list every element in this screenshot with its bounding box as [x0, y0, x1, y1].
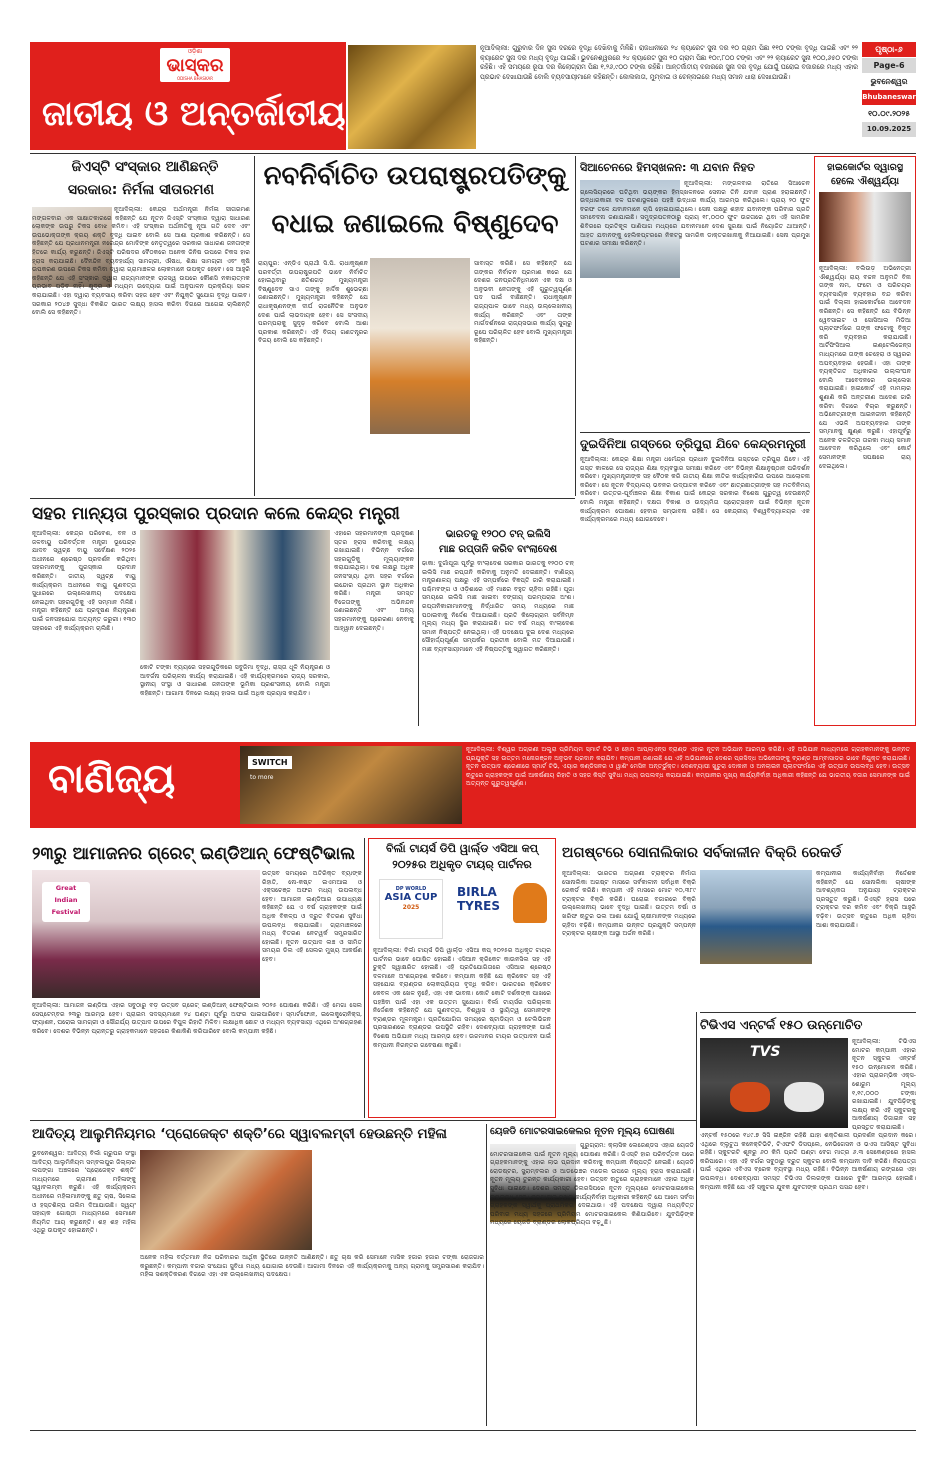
sonalika-body-2: କମ୍ପାନୀର କାର୍ଯ୍ୟନିର୍ବାହୀ ନିର୍ଦ୍ଦେଶକ କହିଛନ୍ତି ଯେ ସୋନାଲିକା ଚାଷୀଙ୍କ ଆବଶ୍ୟକତା ଅନୁଯାୟୀ ଟ୍ରାକ୍ଟର ପ୍ରସ୍ତୁତ କରୁଛି। ଜିଏସ୍‌ଟି ହ୍ରାସ ପରେ ଟ୍ରାକ୍ଟର ଦର କମିବ ଏବଂ ବିକ୍ରି ଆହୁରି ବଢ଼ିବ। ଉତ୍ସବ ଋତୁରେ ଅଧିକ ଚାହିଦା ଆଶା କରାଯାଉଛି।: [816, 870, 916, 929]
divider: [30, 153, 916, 154]
logo-text: ଭାସ୍କର: [166, 55, 224, 76]
ilish-body: ଢାକା: ଦୁର୍ଗାପୂଜା ପୂର୍ବରୁ ବାଂଲାଦେଶ ସରକାର ଭାରତକୁ ୧୨୦୦ ଟନ୍ ଇଲିସି ମାଛ ରପ୍ତାନି କରିବାକୁ ଅନୁମତି ଦେଇଛନ୍ତି। ବାଣିଜ୍ୟ ମନ୍ତ୍ରଣାଳୟ ପକ୍ଷରୁ ଏହି ସମ୍ପର୍କରେ ବିଜ୍ଞପ୍ତି ଜାରି କରାଯାଇଛି। ପଶ୍ଚିମବଙ୍ଗ ଓ ଓଡ଼ିଶାରେ ଏହି ମାଛର ବହୁତ ଚାହିଦା ରହିଛି। ପୂଜା ସମୟରେ ଇଲିସି ମାଛ ଖାଇବା ବଙ୍ଗୀୟ ପରମ୍ପରାର ଅଂଶ। ରପ୍ତାନିକାରୀମାନଙ୍କୁ ନିର୍ଦ୍ଧାରିତ ସମୟ ମଧ୍ୟରେ ମାଛ ପଠାଇବାକୁ ନିର୍ଦ୍ଦେଶ ଦିଆଯାଇଛି। ପ୍ରତି କିଲୋଗ୍ରାମ ସର୍ବନିମ୍ନ ମୂଲ୍ୟ ମଧ୍ୟ ସ୍ଥିର କରାଯାଇଛି। ଗତ ବର୍ଷ ମଧ୍ୟ ବାଂଲାଦେଶ ସମାନ ନିଷ୍ପତ୍ତି ନେଇଥିଲା। ଏହି ପଦକ୍ଷେପ ଦୁଇ ଦେଶ ମଧ୍ୟରେ ସୌହାର୍ଦ୍ଦ୍ୟପୂର୍ଣ୍ଣ ସମ୍ପର୍କର ପ୍ରତୀକ ବୋଲି ମତ ଦିଆଯାଉଛି। ମାଛ ବ୍ୟବସାୟୀମାନେ ଏହି ନିଷ୍ପତ୍ତିକୁ ସ୍ୱାଗତ କରିଛନ୍ତି।: [422, 560, 574, 653]
award-body-3: କୋଟି ଟଙ୍କା ବ୍ୟୟରେ ସହରଗୁଡ଼ିକରେ ସବୁଜିମା ବୃଦ୍ଧି, ରାସ୍ତା ଧୂଳି ନିୟନ୍ତ୍ରଣ ଓ ଆବର୍ଜନା ପରିଚାଳନା କାର୍ଯ୍ୟ କରାଯାଇଛି। ଏହି କାର୍ଯ୍ୟକ୍ରମରେ ରାଜ୍ୟ ସରକାର, ସ୍ଥାନୀୟ ସଂସ୍ଥା ଓ ସାଧାରଣ ଜନତାଙ୍କ ଭୂମିକା ପ୍ରଶଂସନୀୟ ବୋଲି ମନ୍ତ୍ରୀ କହିଛନ୍ତି। ଆଗାମୀ ଦିନରେ ଲକ୍ଷ୍ୟ ହାସଲ ପାଇଁ ଅଧିକ ପ୍ରୟାସ କରାଯିବ।: [140, 664, 330, 697]
tvs-logo-text: TVS: [750, 1044, 781, 1060]
date-en: 10.09.2025: [862, 122, 916, 138]
tripura-headline: ଦୁଇଦିନିଆ ଗସ୍ତରେ ତ୍ରିପୁରା ଯିବେ କେନ୍ଦ୍ରମନ୍ତ୍ରୀ: [580, 437, 806, 451]
asia-cup-top: DP WORLD: [395, 886, 427, 892]
vp-body-1: ରାୟପୁର: ଏନ୍‌ଡିଏ ପ୍ରାର୍ଥୀ ସି.ପି. ରାଧାକୃଷ୍ଣନ ପରବର୍ତ୍ତୀ ଉପରାଷ୍ଟ୍ରପତି ଭାବେ ନିର୍ବାଚିତ ହୋଇଥିବାରୁ ଛତିଶଗଡ଼ ମୁଖ୍ୟମନ୍ତ୍ରୀ ବିଷ୍ଣୁଦେବ ସାଏ ତାଙ୍କୁ ହାର୍ଦ୍ଦିକ ଶୁଭେଚ୍ଛା ଜଣାଇଛନ୍ତି। ମୁଖ୍ୟମନ୍ତ୍ରୀ କହିଛନ୍ତି ଯେ ରାଧାକୃଷ୍ଣନଙ୍କ ଦୀର୍ଘ ରାଜନୈତିକ ଅନୁଭବ ଦେଶ ପାଇଁ ଲାଭଦାୟକ ହେବ। ସେ ସଂସଦୀୟ ପରମ୍ପରାକୁ ସୁଦୃଢ଼ କରିବେ ବୋଲି ଆଶା ପ୍ରକାଶ କରିଛନ୍ତି। ଏହି ବିଜୟ ଗଣତନ୍ତ୍ରର ବିଜୟ ବୋଲି ସେ କହିଛନ୍ତି।: [258, 260, 368, 345]
tractor-photo: [700, 870, 812, 964]
birla-box: [368, 838, 556, 1118]
scooter-shape: [784, 1082, 824, 1112]
divider: [30, 1430, 916, 1431]
asia-cup-logo: [379, 879, 443, 939]
vp-body-2: ସାବାସ୍ତ କରିଛି। ସେ କହିଛନ୍ତି ଯେ ତାଙ୍କର ନିର୍ବାଚନ ପ୍ରମାଣ କରେ ଯେ ଦେଶର ଜନପ୍ରତିନିଧିମାନେ ଏକ ଦକ୍ଷ ଓ ଅନୁଭବୀ ନେତାଙ୍କୁ ଏହି ଗୁରୁତ୍ୱପୂର୍ଣ୍ଣ ପଦ ପାଇଁ ବାଛିଛନ୍ତି। ରାଧାକୃଷ୍ଣନ ରାଜ୍ୟପାଳ ଭାବେ ମଧ୍ୟ ଉଲ୍ଲେଖନୀୟ କାର୍ଯ୍ୟ କରିଛନ୍ତି ଏବଂ ତାଙ୍କ ମାର୍ଗଦର୍ଶନରେ ରାଜ୍ୟସଭାର କାର୍ଯ୍ୟ ସୁଚାରୁ ରୂପେ ପରିଚାଳିତ ହେବ ବୋଲି ମୁଖ୍ୟମନ୍ତ୍ରୀ କହିଛନ୍ତି।: [474, 260, 572, 345]
aishwarya-photo: [819, 192, 911, 262]
business-title: ବାଣିଜ୍ୟ: [48, 756, 176, 802]
tiger-icon: [513, 883, 547, 923]
divider: [418, 530, 419, 726]
page-number-en: Page-6: [862, 58, 916, 74]
birla-headline-2: ୨୦୨୫ର ଅଧିକୃତ ଟାୟର୍ ପାର୍ଟନର: [392, 858, 532, 871]
divider: [700, 1012, 916, 1013]
festival-logo-line-1: Great: [55, 884, 77, 892]
vp-headline-1: ନବନିର୍ବାଚିତ ଉପରାଷ୍ଟ୍ରପତିଙ୍କୁ: [263, 161, 567, 191]
tvs-body-2: ଏନ୍‌ଟର୍କ ୧୫୦ରେ ୧୪୯.୭ ସିସି ଇଞ୍ଜିନ ରହିଛି ଯାହା ଶକ୍ତିଶାଳୀ ପ୍ରଦର୍ଶନ ପ୍ରଦାନ କରେ। ଏଥିରେ ବ୍ଲୁଟୁଥ କନେକ୍ଟିଭିଟି, ଟିଏଫଟି ଡିସପ୍ଲେ, ନେଭିଗେସନ ଓ ଭଏସ ଆସିଷ୍ଟ ସୁବିଧା ରହିଛି। ସ୍କୁଟରଟି ଶୂନରୁ ୬୦ କିମି ପ୍ରତି ଘଣ୍ଟା ବେଗ ମାତ୍ର ୬.୩ ସେକେଣ୍ଡରେ ହାସଲ କରିପାରେ। ଏହା ଏହି ବର୍ଗର ସବୁଠାରୁ ଦ୍ରୁତ ସ୍କୁଟର ବୋଲି କମ୍ପାନୀ ଦାବି କରିଛି। ନିରାପତ୍ତା ପାଇଁ ଏଥିରେ ଏବିଏସ ବ୍ରେକ ବ୍ୟବସ୍ଥା ମଧ୍ୟ ରହିଛି। ବିଭିନ୍ନ ଆକର୍ଷଣୀୟ ରଙ୍ଗରେ ଏହା ଉପଲବ୍ଧ। ଦେଶବ୍ୟାପୀ ସମସ୍ତ ଟିଭିଏସ ଡିଲରଙ୍କ ପାଖରେ ବୁକିଂ ଆରମ୍ଭ ହୋଇଛି। କମ୍ପାନୀ କହିଛି ଯେ ଏହି ସ୍କୁଟର ଯୁବକ ଯୁବତୀଙ୍କ ପ୍ରଥମ ପସନ୍ଦ ହେବ।: [700, 1132, 916, 1191]
section-title: ଜାତୀୟ ଓ ଅନ୍ତର୍ଜାତୀୟ: [42, 94, 346, 134]
aditya-headline: ଆଦିତ୍ୟ ଆଲୁମିନିୟମର ‘ପ୍ରୋଜେକ୍ଟ ଶକ୍ତି’ରେ ସ୍ୱାବଲମ୍ବୀ ହେଉଛନ୍ତି ମହିଳା: [32, 1126, 447, 1142]
ad-switch-label: SWITCH: [248, 756, 292, 769]
aishwarya-headline-2: ହେଲେ ଐଶ୍ୱର୍ଯ୍ୟା: [830, 176, 900, 187]
tvs-scooter-photo: [700, 1038, 848, 1128]
business-banner: [30, 742, 916, 828]
yezdi-headline: ୟେଜଡି ମୋଟରସାଇକେଲର ନୂତନ ମୂଲ୍ୟ ଘୋଷଣା: [490, 1126, 675, 1137]
business-brief: ନୂଆଦିଲ୍ଲୀ: ବିଶ୍ୱର ଅଗ୍ରଣୀ ଅଲ୍ଟ୍ରା ପ୍ରିମିୟମ ସ୍ମାର୍ଟ ଟିଭି ଓ ହୋମ ଆପ୍ଲାଏନ୍ସ ବ୍ରାଣ୍ଡ ଏହାର ନୂତନ ଅଭିଯାନ ଆରମ୍ଭ କରିଛି। ଏହି ଅଭିଯାନ ମାଧ୍ୟମରେ ଗ୍ରାହକମାନଙ୍କୁ ଉନ୍ନତ ପ୍ରଯୁକ୍ତି ସହ ଉତ୍ତମ ମନୋରଞ୍ଜନ ଅନୁଭବ ପ୍ରଦାନ କରାଯିବ। କମ୍ପାନୀ ଜଣାଇଛି ଯେ ଏହି ଅଭିଯାନରେ ଦେଶର ପ୍ରସିଦ୍ଧ ଅଭିନେତାଙ୍କୁ ବ୍ରାଣ୍ଡ ଆମ୍ବାସାଡର ଭାବେ ନିଯୁକ୍ତ କରାଯାଇଛି। ନୂତନ ଉତ୍ପାଦ ଶ୍ରେଣୀରେ ସ୍ମାର୍ଟ ଟିଭି, ଏୟାର କଣ୍ଡିସନର ଓ ୱାଶିଂ ମେସିନ ଅନ୍ତର୍ଭୁକ୍ତ। ଦେଶବ୍ୟାପୀ ଖୁଚୁରା ଦୋକାନ ଓ ଅନଲାଇନ ପ୍ଲାଟଫର୍ମରେ ଏହି ଉତ୍ପାଦ ଉପଲବ୍ଧ ହେବ। ଉତ୍ସବ ଋତୁରେ ଗ୍ରାହକଙ୍କ ପାଇଁ ଆକର୍ଷଣୀୟ ରିହାତି ଓ ସହଜ କିସ୍ତି ସୁବିଧା ମଧ୍ୟ ଉପଲବ୍ଧ କରାଯାଇଛି। କମ୍ପାନୀର ମୁଖ୍ୟ କାର୍ଯ୍ୟନିର୍ବାହୀ ଅଧିକାରୀ କହିଛନ୍ତି ଯେ ଭାରତୀୟ ବଜାର ସେମାନଙ୍କ ପାଇଁ ଅତ୍ୟନ୍ତ ଗୁରୁତ୍ୱପୂର୍ଣ୍ଣ।: [466, 746, 910, 788]
vp-headline-2: ବଧାଇ ଜଣାଇଲେ ବିଷ୍ଣୁଦେବ: [271, 209, 559, 239]
aditya-body-1: ଭୁବନେଶ୍ୱର: ଆଦିତ୍ୟ ବିର୍ଲା ଗ୍ରୁପର ସଂସ୍ଥା ଆଦିତ୍ୟ ଆଲୁମିନିୟମ ସମ୍ବଲପୁର ଜିଲ୍ଲାର ଲପଙ୍ଗା ଅଞ୍ଚଳରେ ‘ପ୍ରୋଜେକ୍ଟ ଶକ୍ତି’ ମାଧ୍ୟମରେ ଗ୍ରାମୀଣ ମହିଳାଙ୍କୁ ସ୍ୱାବଲମ୍ବୀ କରୁଛି। ଏହି କାର୍ଯ୍ୟକ୍ରମ ଅଧୀନରେ ମହିଳାମାନଙ୍କୁ ଛତୁ ଚାଷ, ସିଲେଇ ଓ ହସ୍ତଶିଳ୍ପ ତାଲିମ ଦିଆଯାଉଛି। ସ୍ୱୟଂ ସହାୟକ ଗୋଷ୍ଠୀ ମାଧ୍ୟମରେ ସେମାନେ ନିୟମିତ ଆୟ କରୁଛନ୍ତି। ଶହ ଶହ ମହିଳା ଏଥିରୁ ଉପକୃତ ହୋଇଛନ୍ତି।: [32, 1150, 136, 1235]
city-en: Bhubaneswar: [862, 90, 916, 106]
birla-tyres-logo: [457, 885, 500, 913]
sonalika-body-1: ନୂଆଦିଲ୍ଲୀ: ଭାରତର ଅଗ୍ରଣୀ ଟ୍ରାକ୍ଟର ନିର୍ମାତା ସୋନାଲିକା ଅଗଷ୍ଟ ମାସରେ ସର୍ବକାଳୀନ ସର୍ବାଧିକ ବିକ୍ରି ରେକର୍ଡ କରିଛି। କମ୍ପାନୀ ଏହି ମାସରେ ମୋଟ ୧୦,୩୮୯ ଟ୍ରାକ୍ଟର ବିକ୍ରି କରିଛି। ଘରୋଇ ବଜାରରେ ବିକ୍ରି ଉଲ୍ଲେଖନୀୟ ଭାବେ ବୃଦ୍ଧି ପାଇଛି। ଉତ୍ତମ ବର୍ଷା ଓ ଖରିଫ ଋତୁର ଭଲ ଆଶା ଯୋଗୁଁ ଚାଷୀମାନଙ୍କ ମଧ୍ୟରେ ଚାହିଦା ବଢ଼ିଛି। କମ୍ପାନୀର ଉନ୍ନତ ପ୍ରଯୁକ୍ତି ସମ୍ପନ୍ନ ଟ୍ରାକ୍ଟର ଚାଷୀଙ୍କ ଆସ୍ଥା ଅର୍ଜନ କରିଛି।: [562, 870, 696, 938]
page-info: [862, 42, 916, 152]
siachen-headline: ସିଆଚେନରେ ହିମସ୍ଖଳନ: ୩ ଯବାନ ନିହତ: [580, 161, 755, 174]
gst-headline-1: ଜିଏସ୍‌ଟି ସଂସ୍କାର ଆଣିଛନ୍ତି: [71, 159, 219, 175]
aishwarya-headline-1: ହାଇକୋର୍ଟର ଦ୍ୱାରସ୍ଥ: [827, 162, 903, 173]
tvs-body-1: ନୂଆଦିଲ୍ଲୀ: ଟିଭିଏସ ମୋଟର କମ୍ପାନୀ ଏହାର ନୂତନ ସ୍କୁଟର ଏନ୍‌ଟର୍କ ୧୫୦ ଉନ୍ମୋଚନ କରିଛି। ଏହାର ପ୍ରାରମ୍ଭିକ ଏକ୍ସ-ଶୋରୁମ ମୂଲ୍ୟ ୧,୧୯,୦୦୦ ଟଙ୍କା ରଖାଯାଇଛି। ଯୁବପିଢ଼ିଙ୍କୁ ଲକ୍ଷ୍ୟ କରି ଏହି ସ୍କୁଟରକୁ ଆକର୍ଷଣୀୟ ଡିଜାଇନ ସହ ପ୍ରସ୍ତୁତ କରାଯାଇଛି।: [852, 1038, 916, 1130]
yezdi-body: ଗୁରୁଗ୍ରାମ: କ୍ଲାସିକ ଲେଜେଣ୍ଡସ ଏହାର ୟେଜଡି ମୋଟରସାଇକେଲ ପାଇଁ ନୂତନ ମୂଲ୍ୟ ଘୋଷଣା କରିଛି। ଜିଏସ୍‌ଟି ହାର ପରିବର୍ତ୍ତନ ପରେ ଗ୍ରାହକମାନଙ୍କୁ ଏହାର ଲାଭ ପ୍ରଦାନ କରିବାକୁ କମ୍ପାନୀ ନିଷ୍ପତ୍ତି ନେଇଛି। ୟେଜଡି ରୋଡଷ୍ଟର, ସ୍କ୍ରାମ୍ବଲର ଓ ଆଡଭେଞ୍ଚର ମଡେଲ ଉପରେ ମୂଲ୍ୟ ହ୍ରାସ କରାଯାଇଛି। ନୂତନ ମୂଲ୍ୟ ତୁରନ୍ତ କାର୍ଯ୍ୟକାରୀ ହେବ। ଉତ୍ସବ ଋତୁରେ ଗ୍ରାହକମାନେ ଏହାର ଅଧିକ ସୁବିଧା ପାଇବେ। ଦେଶର ସମସ୍ତ ଡିଲରସିପରେ ନୂତନ ମୂଲ୍ୟରେ ମୋଟରସାଇକେଲ ଉପଲବ୍ଧ ହେବ। କମ୍ପାନୀର ମୁଖ୍ୟ କାର୍ଯ୍ୟନିର୍ବାହୀ ଅଧିକାରୀ କହିଛନ୍ତି ଯେ ଆମେ ସର୍ବଦା ଗ୍ରାହକଙ୍କ ସ୍ୱାର୍ଥକୁ ପ୍ରାଥମିକତା ଦେଇଥାଉ। ଏହି ପଦକ୍ଷେପ ଦ୍ୱାରା ମଧ୍ୟବିତ୍ତ ପରିବାର ମଧ୍ୟ ସହଜରେ ପ୍ରିମିୟମ ମୋଟରସାଇକେଲ କିଣିପାରିବେ। ଯୁବପିଢ଼ିଙ୍କ ମଧ୍ୟରେ ୟେଜଡି ବ୍ରାଣ୍ଡର ଲୋକପ୍ରିୟତା ବଢ଼ୁଛି।: [490, 1142, 694, 1227]
logo-bottom-text: ODISHA BHASKAR: [176, 76, 214, 81]
gst-body: ନୂଆଦିଲ୍ଲୀ: କେନ୍ଦ୍ର ଅର୍ଥମନ୍ତ୍ରୀ ନିର୍ମଳା ସୀତାରମଣ ମଙ୍ଗଳବାର ଏକ ସାକ୍ଷାତକାରରେ କହିଛନ୍ତି ଯେ ନୂତନ ଜିଏସ୍‌ଟି ସଂସ୍କାର ଦ୍ୱାରା ସାଧାରଣ ଲୋକଙ୍କ ଉପରୁ ଟିକସ ବୋଝ କମିବ। ଏହି ସଂସ୍କାର ଅର୍ଥନୀତିକୁ ନୂଆ ଗତି ଦେବ ଏବଂ ଉପଭୋକ୍ତାଙ୍କ କ୍ରୟ ଶକ୍ତି ବୃଦ୍ଧି ପାଇବ ବୋଲି ସେ ଆଶା ପ୍ରକାଶ କରିଛନ୍ତି। ସେ କହିଛନ୍ତି ଯେ ପ୍ରଧାନମନ୍ତ୍ରୀ ନରେନ୍ଦ୍ର ମୋଦିଙ୍କ ନେତୃତ୍ୱରେ ସରକାର ସାଧାରଣ ଜନତାଙ୍କ ହିତରେ କାର୍ଯ୍ୟ କରୁଛନ୍ତି। ଜିଏସ୍‌ଟି ପରିଷଦର ବୈଠକରେ ଅନେକ ଜିନିଷ ଉପରେ ଟିକସ ହାର ହ୍ରାସ କରାଯାଇଛି। ଦୈନନ୍ଦିନ ବ୍ୟବହାର୍ଯ୍ୟ ସାମଗ୍ରୀ, ଔଷଧ, ଶିକ୍ଷା ସାମଗ୍ରୀ ଏବଂ କୃଷି ଉପକରଣ ଉପରେ ଟିକସ କମିବା ଦ୍ୱାରା ଗ୍ରାମାଞ୍ଚଳର ଲୋକମାନେ ଉପକୃତ ହେବେ। ସେ ଆହୁରି କହିଛନ୍ତି ଯେ ଏହି ସଂସ୍କାର ଦ୍ୱାରା ରାଜ୍ୟମାନଙ୍କ ରାଜସ୍ୱ ଉପରେ କୌଣସି ନକାରାତ୍ମକ ପ୍ରଭାବ ପଡ଼ିବ ନାହିଁ। କ୍ଷୁଦ୍ର ଓ ମଧ୍ୟମ ଉଦ୍ୟୋଗ ପାଇଁ ଅନୁପାଳନ ପ୍ରକ୍ରିୟା ସରଳ କରାଯାଇଛି। ଏହା ଦ୍ୱାରା ବ୍ୟବସାୟ କରିବା ସହଜ ହେବ ଏବଂ ନିଯୁକ୍ତି ସୁଯୋଗ ବୃଦ୍ଧି ପାଇବ। ସରକାର ୨୦୪୭ ସୁଦ୍ଧା ବିକଶିତ ଭାରତ ଲକ୍ଷ୍ୟ ହାସଲ କରିବା ଦିଗରେ ଆଗେଇ ଚାଲିଛନ୍ତି ବୋଲି ସେ କହିଛନ୍ତି।: [32, 206, 250, 317]
divider: [580, 432, 810, 433]
festival-logo: [42, 882, 90, 922]
award-body-2: ଏହାରେ ସହରମାନଙ୍କ ପ୍ରଦୂଷଣ ସ୍ତର ହ୍ରାସ କରିବାକୁ ଲକ୍ଷ୍ୟ ରଖାଯାଇଛି। ବିଭିନ୍ନ ବର୍ଗରେ ସହରଗୁଡ଼ିକୁ ମୂଲ୍ୟାଙ୍କନ କରାଯାଇଥିଲା। ଦଶ ଲକ୍ଷରୁ ଅଧିକ ଜନସଂଖ୍ୟା ଥିବା ସହର ବର୍ଗରେ ଇନ୍ଦୋର ପ୍ରଥମ ସ୍ଥାନ ଅଧିକାର କରିଛି। ମନ୍ତ୍ରୀ ସମସ୍ତ ବିଜେତାଙ୍କୁ ଅଭିନନ୍ଦନ ଜଣାଇଛନ୍ତି ଏବଂ ଅନ୍ୟ ସହରମାନଙ୍କୁ ପ୍ରେରଣା ନେବାକୁ ଆହ୍ୱାନ ଦେଇଛନ୍ତି।: [334, 530, 414, 632]
asia-cup-main: ASIA CUP: [384, 892, 438, 903]
festival-logo-line-3: Festival: [51, 908, 81, 916]
scooter-shape: [730, 1082, 770, 1112]
masthead: [30, 42, 346, 150]
aditya-body-2: ଅନେକ ମହିଳା ବର୍ତ୍ତମାନ ନିଜ ପରିବାରର ଆର୍ଥିକ ସ୍ଥିତିରେ ଉନ୍ନତି ଆଣିଛନ୍ତି। ଛତୁ ଚାଷ କରି ସେମାନେ ମାସିକ ହଜାର ହଜାର ଟଙ୍କା ରୋଜଗାର କରୁଛନ୍ତି। କମ୍ପାନୀ ବଜାର ସଂଯୋଗ ସୁବିଧା ମଧ୍ୟ ଯୋଗାଇ ଦେଉଛି। ଆଗାମୀ ଦିନରେ ଏହି କାର୍ଯ୍ୟକ୍ରମକୁ ଅନ୍ୟ ଗ୍ରାମକୁ ସମ୍ପ୍ରସାରଣ କରାଯିବ। ମହିଳା ସଶକ୍ତିକରଣ ଦିଗରେ ଏହା ଏକ ଉଲ୍ଲେଖନୀୟ ପଦକ୍ଷେପ।: [140, 1254, 484, 1279]
divider: [696, 1012, 697, 1426]
siachen-body: ନୂଆଦିଲ୍ଲୀ: ମଙ୍ଗଳବାର ରାତିରେ ସିଆଚେନ ଗ୍ଲେସିୟରରେ ଘଟିଥିବା ଭୟଙ୍କର ହିମସ୍ଖଳନରେ ସେନାର ତିନି ଯବାନ ପ୍ରାଣ ହରାଇଛନ୍ତି। ଉଦ୍ଧାରକାରୀ ଦଳ ଘଟଣାସ୍ଥଳରେ ପହଞ୍ଚି ଉଦ୍ଧାର କାର୍ଯ୍ୟ ଆରମ୍ଭ କରିଥିଲେ। ପ୍ରାୟ ୨୦ ଫୁଟ ବରଫ ତଳେ ଯବାନମାନେ ଚାପି ହୋଇଯାଇଥିଲେ। ସେନା ପକ୍ଷରୁ ଶହୀଦ ଯବାନଙ୍କ ପରିବାର ପ୍ରତି ସମବେଦନା ଜଣାଯାଇଛି। ସମୁଦ୍ରପତନଠାରୁ ପ୍ରାୟ ୧୮,୦୦୦ ଫୁଟ ଉଚ୍ଚତାରେ ଥିବା ଏହି ସାମରିକ ଶିବିରରେ ପ୍ରତିକୂଳ ପାଣିପାଗ ମଧ୍ୟରେ ଯବାନମାନେ ଦେଶ ସୁରକ୍ଷା ପାଇଁ ନିୟୋଜିତ ଥାଆନ୍ତି। ଆହତ ଯବାନଙ୍କୁ ହେଲିକପ୍ଟରରେ ନିକଟସ୍ଥ ସାମରିକ ଡାକ୍ତରଖାନାକୁ ନିଆଯାଇଛି। ସେନା ପ୍ରମୁଖ ଘଟଣାର ସମୀକ୍ଷା କରିଛନ୍ତି।: [580, 180, 810, 248]
divider: [575, 156, 576, 496]
divider: [364, 838, 365, 1118]
city-odia: ଭୁବନେଶ୍ୱର: [862, 74, 916, 90]
ad-sub-label: to more: [250, 774, 274, 781]
gold-rate-brief: ନୂଆଦିଲ୍ଲୀ: ଗୁରୁବାର ଦିନ ସୁନା ଦରରେ ବୃଦ୍ଧି ଦେଖିବାକୁ ମିଳିଛି। ରାଜଧାନୀରେ ୨୪ କ୍ୟାରେଟ ସୁନା ଦର ୧୦ ଗ୍ରାମ ପିଛା ୧୧୦ ଟଙ୍କା ବୃଦ୍ଧି ପାଇଛି ଏବଂ ୨୨ କ୍ୟାରେଟ ସୁନା ଦର ମଧ୍ୟ ବୃଦ୍ଧି ପାଇଛି। ଭୁବନେଶ୍ୱରରେ ୨୪ କ୍ୟାରେଟ ସୁନା ୧୦ ଗ୍ରାମ ପିଛା ୧୦୯,୮୦୦ ଟଙ୍କା ଏବଂ ୨୨ କ୍ୟାରେଟ ସୁନା ୧୦୦,୬୫୦ ଟଙ୍କା ରହିଛି। ଏହି ସମୟରେ ରୂପା ଦର କିଲୋଗ୍ରାମ ପିଛା ୧,୨୬,୯୦୦ ଟଙ୍କା ରହିଛି। ଆନ୍ତର୍ଜାତୀୟ ବଜାରରେ ସୁନା ଦର ବୃଦ୍ଧି ଯୋଗୁଁ ଘରୋଇ ବଜାରରେ ମଧ୍ୟ ଏହାର ପ୍ରଭାବ ଦେଖାଯାଉଛି ବୋଲି ବ୍ୟବସାୟୀମାନେ କହିଛନ୍ତି। କୋଲକାତା, ମୁମ୍ବାଇ ଓ ଚେନ୍ନାଇରେ ମଧ୍ୟ ସମାନ ଧାରା ଦେଖାଯାଉଛି।: [480, 44, 858, 81]
gold-jewellery-photo: [348, 45, 476, 149]
vishnu-deo-photo: [370, 258, 470, 434]
tripura-body: ନୂଆଦିଲ୍ଲୀ: କେନ୍ଦ୍ର ଶିକ୍ଷା ମନ୍ତ୍ରୀ ଧର୍ମେନ୍ଦ୍ର ପ୍ରଧାନ ଦୁଇଦିନିଆ ଗସ୍ତରେ ତ୍ରିପୁରା ଯିବେ। ଏହି ଗସ୍ତ କାଳରେ ସେ ରାଜ୍ୟର ଶିକ୍ଷା ବ୍ୟବସ୍ଥାର ସମୀକ୍ଷା କରିବେ ଏବଂ ବିଭିନ୍ନ ଶିକ୍ଷାନୁଷ୍ଠାନ ପରିଦର୍ଶନ କରିବେ। ମୁଖ୍ୟମନ୍ତ୍ରୀଙ୍କ ସହ ବୈଠକ କରି ଜାତୀୟ ଶିକ୍ଷା ନୀତିର କାର୍ଯ୍ୟକାରିତା ଉପରେ ଆଲୋଚନା କରିବେ। ସେ ନୂତନ ବିଦ୍ୟାଳୟ ଭବନର ଉଦ୍‌ଘାଟନ କରିବେ ଏବଂ ଛାତ୍ରଛାତ୍ରୀଙ୍କ ସହ ମତବିନିମୟ କରିବେ। ଉତ୍ତର-ପୂର୍ବାଞ୍ଚଳର ଶିକ୍ଷା ବିକାଶ ପାଇଁ କେନ୍ଦ୍ର ସରକାର ବିଶେଷ ଗୁରୁତ୍ୱ ଦେଉଛନ୍ତି ବୋଲି ମନ୍ତ୍ରୀ କହିଛନ୍ତି। ଦକ୍ଷତା ବିକାଶ ଓ ଉଦ୍ୟମିତା ପ୍ରୋତ୍ସାହନ ପାଇଁ ବିଭିନ୍ନ ନୂତନ କାର୍ଯ୍ୟକ୍ରମ ଘୋଷଣା ହେବାର ସମ୍ଭାବନା ରହିଛି। ସେ କେନ୍ଦ୍ରୀୟ ବିଶ୍ୱବିଦ୍ୟାଳୟର ଏକ କାର୍ଯ୍ୟକ୍ରମରେ ମଧ୍ୟ ଯୋଗଦେବେ।: [580, 456, 810, 524]
birla-logos: [373, 877, 551, 943]
divider: [254, 156, 255, 496]
amazon-body-2: ଉତ୍ସବ ସମୟରେ ଅତିରିକ୍ତ ବ୍ୟାଙ୍କ ରିହାତି, ନୋ-କଷ୍ଟ ଇଏମଆଇ ଓ ଏକ୍ସଚେଞ୍ଜ ଅଫର ମଧ୍ୟ ଉପଲବ୍ଧ ହେବ। ଆମାଜନ ଇଣ୍ଡିଆର ଉପାଧ୍ୟକ୍ଷ କହିଛନ୍ତି ଯେ ଏ ବର୍ଷ ଗ୍ରାହକଙ୍କ ପାଇଁ ଅଧିକ ବିକଳ୍ପ ଓ ଦ୍ରୁତ ବିତରଣ ସୁବିଧା ଉପଲବ୍ଧ କରାଯାଇଛି। ଗ୍ରାମାଞ୍ଚଳରେ ମଧ୍ୟ ବିତରଣ ନେଟୱର୍କ ସମ୍ପ୍ରସାରିତ ହୋଇଛି। ନୂତନ ଉତ୍ପାଦ ଲଞ୍ଚ ଓ ସୀମିତ ସମୟର ଡିଲ ଏହି ସେଲର ମୁଖ୍ୟ ଆକର୍ଷଣ ହେବ।: [262, 870, 362, 963]
birla-body: ନୂଆଦିଲ୍ଲୀ: ବିର୍ଲା ଟାୟର୍ସ ଡିପି ୱାର୍ଲ୍ଡ ଏସିଆ କପ୍ ୨୦୨୫ର ଅଧିକୃତ ଟାୟର ପାର୍ଟନର ଭାବେ ଘୋଷିତ ହୋଇଛି। ଏସିଆନ କ୍ରିକେଟ କାଉନସିଲ ସହ ଏହି ଚୁକ୍ତି ସ୍ୱାକ୍ଷରିତ ହୋଇଛି। ଏହି ପ୍ରତିଯୋଗିତାରେ ଏସିଆର ଶ୍ରେଷ୍ଠ ଦଳମାନେ ଅଂଶଗ୍ରହଣ କରିବେ। କମ୍ପାନୀ କହିଛି ଯେ କ୍ରିକେଟ ସହ ଏହି ସହଯୋଗ ବ୍ରାଣ୍ଡର ଲୋକପ୍ରିୟତା ବୃଦ୍ଧି କରିବ। ଭାରତରେ କ୍ରିକେଟ କେବଳ ଏକ ଖେଳ ନୁହେଁ, ଏହା ଏକ ଭାବନା। କୋଟି କୋଟି ଦର୍ଶକଙ୍କ ପାଖରେ ପହଞ୍ଚିବା ପାଇଁ ଏହା ଏକ ଉତ୍ତମ ସୁଯୋଗ। ବିର୍ଲା ଟାୟର୍ସର ପରିଚାଳନା ନିର୍ଦ୍ଦେଶକ କହିଛନ୍ତି ଯେ ଗୁଣବତ୍ତା, ବିଶ୍ୱାସ ଓ ସ୍ଥାୟିତ୍ୱ ସେମାନଙ୍କ ବ୍ରାଣ୍ଡର ମୂଳମନ୍ତ୍ର। ପ୍ରତିଯୋଗିତା ସମୟରେ ଷ୍ଟାଡିୟମ ଓ ଟେଲିଭିଜନ ପ୍ରସାରଣରେ ବ୍ରାଣ୍ଡର ଉପସ୍ଥିତି ରହିବ। ଦେଶବ୍ୟାପୀ ଗ୍ରାହକଙ୍କ ପାଇଁ ବିଶେଷ ଅଭିଯାନ ମଧ୍ୟ ଆରମ୍ଭ ହେବ। ଉଚ୍ଚମାନର ଟାୟର ଉତ୍ପାଦନ ପାଇଁ କମ୍ପାନୀ ନିରନ୍ତର ଗବେଷଣା କରୁଛି।: [373, 947, 551, 1049]
appliance-ad-photo: [240, 746, 462, 824]
birla-headline-1: ବିର୍ଲା ଟାୟର୍ସ ଡିପି ୱାର୍ଲ୍ଡ ଏସିଆ କପ୍: [386, 842, 538, 855]
divider: [30, 498, 575, 499]
birla-brand-2: TYRES: [457, 899, 500, 913]
aishwarya-body: ନୂଆଦିଲ୍ଲୀ: ବଲିଉଡ଼ ଅଭିନେତ୍ରୀ ଐଶ୍ୱର୍ଯ୍ୟା ରାୟ ବଚ୍ଚନ ଅନୁମତି ବିନା ତାଙ୍କ ନାମ, ଫଟୋ ଓ ପରିଚୟର ବ୍ୟବସାୟିକ ବ୍ୟବହାର ବନ୍ଦ କରିବା ପାଇଁ ଦିଲ୍ଲୀ ହାଇକୋର୍ଟରେ ଆବେଦନ କରିଛନ୍ତି। ସେ କହିଛନ୍ତି ଯେ ବିଭିନ୍ନ ୱେବସାଇଟ ଓ ସୋସିଆଲ ମିଡିଆ ପ୍ଲାଟଫର୍ମରେ ତାଙ୍କ ଫଟୋକୁ ବିକୃତ କରି ବ୍ୟବହାର କରାଯାଉଛି। ଆର୍ଟିଫିସିଆଲ ଇଣ୍ଟେଲିଜେନ୍ସ ମାଧ୍ୟମରେ ତାଙ୍କ ଚେହେରା ଓ ସ୍ୱରର ଅପବ୍ୟବହାର ହେଉଛି। ଏହା ତାଙ୍କ ବ୍ୟକ୍ତିଗତ ଅଧିକାରର ଉଲ୍ଲଂଘନ ବୋଲି ଆବେଦନରେ ଉଲ୍ଲେଖ କରାଯାଇଛି। ହାଇକୋର୍ଟ ଏହି ମାମଲାର ଶୁଣାଣି କରି ଅନ୍ତରୀଣ ଆଦେଶ ଜାରି କରିବା ଦିଗରେ ବିଚାର କରୁଛନ୍ତି। ଅଭିନେତ୍ରୀଙ୍କ ଆଇନଜୀବୀ କହିଛନ୍ତି ଯେ ଏଭଳି ଅପବ୍ୟବହାର ତାଙ୍କ ସମ୍ମାନକୁ କ୍ଷୁଣ୍ଣ କରୁଛି। ଏହାପୂର୍ବରୁ ଅନେକ ଚଳଚ୍ଚିତ୍ର ତାରକା ମଧ୍ୟ ସମାନ ଆବେଦନ କରିଥିଲେ ଏବଂ କୋର୍ଟ ସେମାନଙ୍କ ସପକ୍ଷରେ ରାୟ ଦେଇଥିଲେ।: [819, 265, 911, 470]
birla-brand-1: BIRLA: [457, 885, 497, 899]
newspaper-logo: [160, 48, 230, 82]
ilish-headline-2: ମାଛ ରପ୍ତାନି କରିବ ବାଂଲାଦେଶ: [438, 544, 558, 555]
aishwarya-box: [814, 156, 916, 726]
logo-top-text: ଓଡ଼ିଶା: [187, 48, 203, 55]
sonalika-headline: ଅଗଷ୍ଟରେ ସୋନାଲିକାର ସର୍ବକାଳୀନ ବିକ୍ରି ରେକର୍ଡ: [562, 845, 842, 861]
divider: [486, 1124, 487, 1426]
amazon-body-1: ନୂଆଦିଲ୍ଲୀ: ଆମାଜନ ଇଣ୍ଡିଆ ଏହାର ସବୁଠାରୁ ବଡ଼ ଉତ୍ସବ ଗ୍ରେଟ୍ ଇଣ୍ଡିଆନ୍ ଫେଷ୍ଟିଭାଲ ୨୦୨୫ ଘୋଷଣା କରିଛି। ଏହି ମେଗା ସେଲ ସେପ୍ଟେମ୍ବର ୨୩ରୁ ଆରମ୍ଭ ହେବ। ପ୍ରାଇମ ସଦସ୍ୟମାନେ ୨୪ ଘଣ୍ଟା ପୂର୍ବରୁ ଅଫର ପାଇପାରିବେ। ସ୍ମାର୍ଟଫୋନ, ଇଲେକ୍ଟ୍ରୋନିକ୍ସ, ଫ୍ୟାଶନ, ଘରୋଇ ସାମଗ୍ରୀ ଓ ସୌନ୍ଦର୍ଯ୍ୟ ଉତ୍ପାଦ ଉପରେ ବିପୁଳ ରିହାତି ମିଳିବ। ଲକ୍ଷାଧିକ ଛୋଟ ଓ ମଧ୍ୟମ ବ୍ୟବସାୟୀ ଏଥିରେ ଅଂଶଗ୍ରହଣ କରିବେ। ଦେଶର ବିଭିନ୍ନ ପ୍ରାନ୍ତରୁ ଗ୍ରାହକମାନେ ସହଜରେ କିଣାକିଣି କରିପାରିବେ ବୋଲି କମ୍ପାନୀ କହିଛି।: [32, 1002, 362, 1035]
amazon-event-photo: [32, 870, 260, 998]
date-odia: ୧୦.୦୯.୨୦୨୫: [862, 106, 916, 122]
award-headline: ସହର ମାନ୍ୟତା ପୁରସ୍କାର ପ୍ରଦାନ କଲେ କେନ୍ଦ୍ର ମନ୍ତ୍ରୀ: [32, 504, 400, 524]
festival-logo-line-2: Indian: [54, 896, 78, 904]
page-number-odia: ପୃଷ୍ଠା-୬: [862, 42, 916, 58]
ilish-headline-1: ଭାରତକୁ ୧୨୦୦ ଟନ୍ ଇଲିସି: [445, 529, 551, 540]
tvs-headline: ଟିଭିଏସ ଏନ୍‌ଟର୍କ ୧୫୦ ଉନ୍ମୋଚିତ: [700, 1017, 863, 1032]
award-ceremony-photo: [140, 530, 330, 660]
asia-cup-year: 2025: [402, 904, 420, 911]
amazon-headline: ୨୩ରୁ ଆମାଜନର ଗ୍ରେଟ୍ ଇଣ୍ଡିଆନ୍ ଫେଷ୍ଟିଭାଲ: [32, 844, 355, 864]
women-mushroom-photo: [140, 1150, 312, 1250]
divider: [30, 1120, 696, 1121]
award-body-1: ନୂଆଦିଲ୍ଲୀ: କେନ୍ଦ୍ର ପରିବେଶ, ବନ ଓ ଜଳବାୟୁ ପରିବର୍ତ୍ତନ ମନ୍ତ୍ରୀ ଭୂପେନ୍ଦ୍ର ଯାଦବ ସ୍ୱଚ୍ଛ ବାୟୁ ସର୍ବେକ୍ଷଣ ୨୦୨୫ ଅଧୀନରେ ଶ୍ରେଷ୍ଠ ପ୍ରଦର୍ଶନ କରିଥିବା ସହରମାନଙ୍କୁ ପୁରସ୍କାର ପ୍ରଦାନ କରିଛନ୍ତି। ଜାତୀୟ ସ୍ୱଚ୍ଛ ବାୟୁ କାର୍ଯ୍ୟକ୍ରମ ଅଧୀନରେ ବାୟୁ ଗୁଣବତ୍ତା ସୁଧାରରେ ଉଲ୍ଲେଖନୀୟ ପଦକ୍ଷେପ ନେଇଥିବା ସହରଗୁଡ଼ିକୁ ଏହି ସମ୍ମାନ ମିଳିଛି। ମନ୍ତ୍ରୀ କହିଛନ୍ତି ଯେ ପ୍ରଦୂଷଣ ନିୟନ୍ତ୍ରଣ ପାଇଁ ଜନସହଯୋଗ ଅତ୍ୟନ୍ତ ଜରୁରୀ। ୧୩୦ ସହରରେ ଏହି କାର୍ଯ୍ୟକ୍ରମ ଚାଲିଛି।: [32, 530, 136, 632]
gst-headline-2: ସରକାର: ନିର୍ମଳା ସୀତାରମଣ: [67, 182, 215, 198]
